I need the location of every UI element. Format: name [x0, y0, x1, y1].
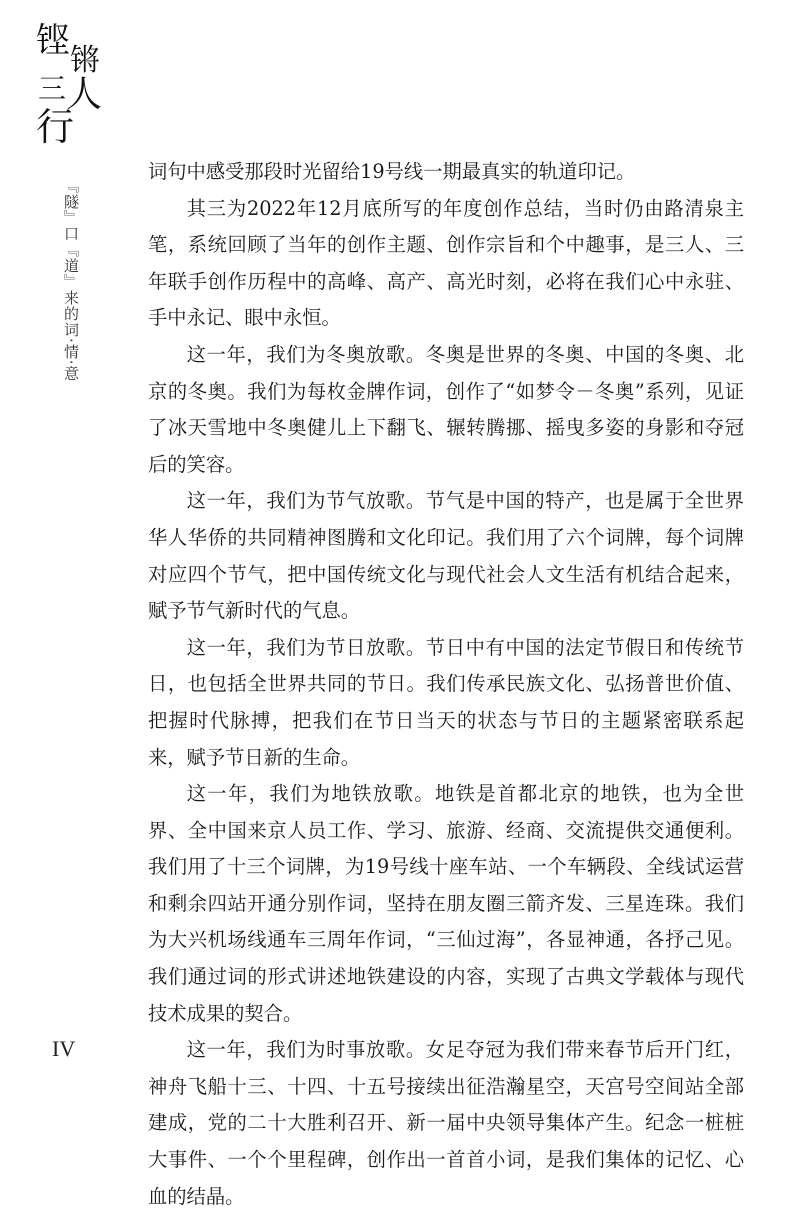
- paragraph: 这一年，我们为节气放歌。节气是中国的特产，也是属于全世界华人华侨的共同精神图腾和文化印记。我们用了六个词牌，每个词牌对应四个节气，把中国传统文化与现代社会人文生活有机结合起来，赋予节气新时代的气息。: [148, 489, 744, 623]
- book-title-calligraphy: [22, 14, 130, 146]
- paragraph: 这一年，我们为节日放歌。节日中有中国的法定节假日和传统节日，也包括全世界共同的节日。我们传承民族文化、弘扬普世价值、把握时代脉搏，把我们在节日当天的状态与节日的主题紧密联系起来，赋予节日新的生命。: [148, 635, 744, 769]
- paragraph: 这一年，我们为地铁放歌。地铁是首都北京的地铁，也为全世界、全中国来京人员工作、学习、旅游、经商、交流提供交通便利。我们用了十三个词牌，为19号线十座车站、一个车辆段、全线试运营和剩余四站开通分别作词，坚持在朋友圈三箭齐发、三星连珠。我们为大兴机场线通车三周年作词，“三仙过海”，各显神通，各抒己见。我们通过词的形式讲述地铁建设的内容，实现了古典文学载体与现代技术成果的契合。: [148, 782, 744, 1025]
- paragraph: 其三为2022年12月底所写的年度创作总结，当时仍由路清泉主笔，系统回顾了当年的创作主题、创作宗旨和个中趣事，是三人、三年联手创作历程中的高峰、高产、高光时刻，必将在我们心中永驻、手中永记、眼中永恒。: [148, 196, 744, 330]
- paragraph: 这一年，我们为冬奥放歌。冬奥是世界的冬奥、中国的冬奥、北京的冬奥。我们为每枚金牌作词，创作了“如梦令－冬奥”系列，见证了冰天雪地中冬奥健儿上下翻飞、辗转腾挪、摇曳多姿的身影和夺冠后的笑容。: [148, 342, 744, 476]
- page-number: IV: [52, 1036, 76, 1061]
- book-title-logo: [22, 14, 130, 146]
- paragraph-continuation: 词句中感受那段时光留给19号线一期最真实的轨道印记。: [148, 160, 636, 183]
- svg-text:三: 三: [38, 72, 67, 105]
- body-text: [148, 154, 744, 1215]
- svg-text:锵: 锵: [70, 43, 100, 78]
- running-title: 『隧』口『道』来的词·情·意: [62, 178, 80, 382]
- svg-text:人: 人: [66, 74, 103, 115]
- paragraph: 这一年，我们为时事放歌。女足夺冠为我们带来春节后开门红，神舟飞船十三、十四、十五号接续出征浩瀚星空，天宫号空间站全部建成，党的二十大胜利召开、新一届中央领导集体产生。纪念一桩桩大事件、一个个里程碑，创作出一首首小词，是我们集体的记忆、心血的结晶。: [148, 1038, 744, 1208]
- svg-text:行: 行: [36, 105, 75, 146]
- svg-text:铿: 铿: [36, 21, 70, 61]
